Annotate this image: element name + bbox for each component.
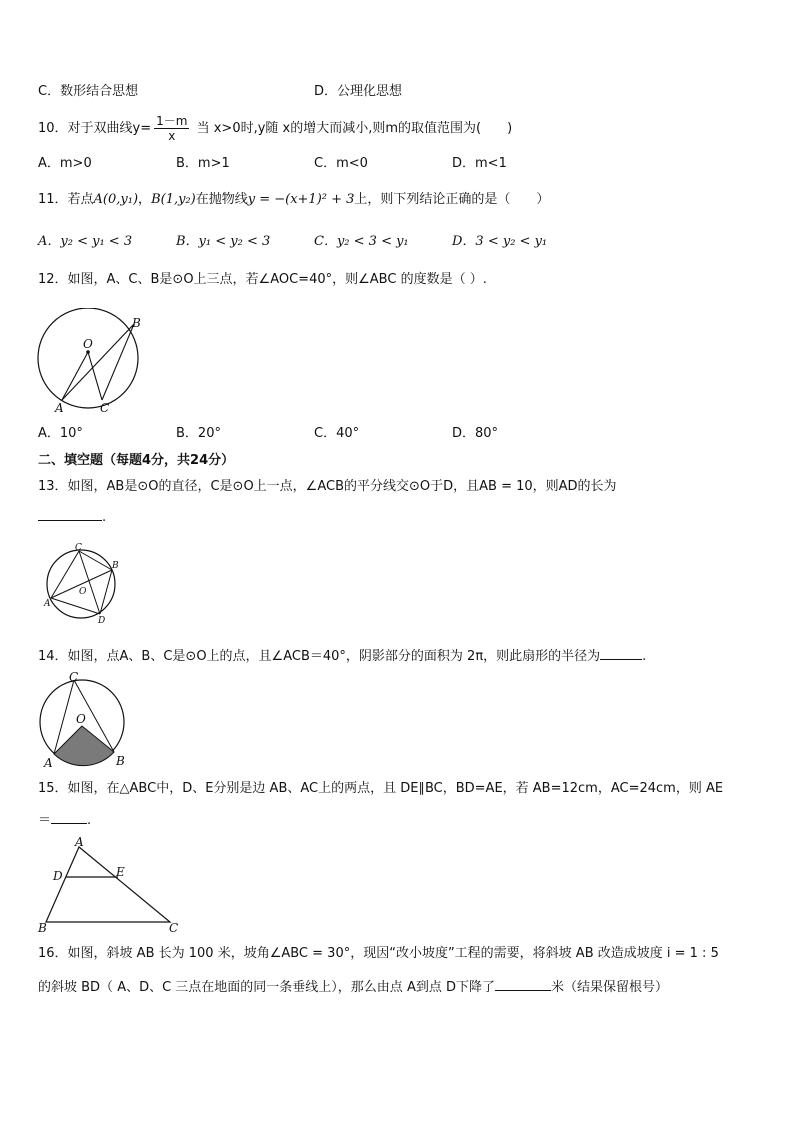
q10-option-d: D．m<1: [452, 156, 507, 171]
q15-label-b: B: [38, 921, 47, 934]
q16-line1: 16．如图，斜坡 AB 长为 100 米，坡角∠ABC = 30°，现因“改小坡度”工程的需要，将斜坡 AB 改造成坡度 i = 1 : 5: [38, 946, 719, 961]
section-title-fill-blank: 二、填空题（每题4分，共24分）: [38, 453, 235, 468]
q10-stem: [38, 112, 512, 146]
q15-end: .: [87, 813, 92, 828]
q10-option-a: A．m>0: [38, 156, 92, 171]
q12-segment-bc: [102, 324, 134, 400]
q14-label-o: O: [76, 712, 86, 726]
q13-answer-line: [38, 506, 106, 528]
q15-stem: 15．如图，在△ABC中，D、E分别是边 AB、AC上的两点，且 DE∥BC，BD=AE，若 AB=12cm，AC=24cm，则 AE: [38, 781, 724, 796]
q12-label-c: C: [100, 401, 110, 415]
q15-triangle-abc: [46, 847, 170, 922]
q11-point-b: B(1,y₂): [151, 192, 196, 207]
q15-label-c: C: [169, 921, 179, 934]
q11-option-c: C．y₂ < 3 < y₁: [314, 234, 409, 249]
q14-figure: [36, 670, 132, 772]
q9-option-c: C．数形结合思想: [38, 84, 139, 99]
q13-answer-blank[interactable]: [38, 506, 102, 521]
q14-answer-blank[interactable]: [600, 645, 642, 660]
q13-label-c: C: [75, 543, 82, 553]
q15-label-e: E: [116, 865, 125, 879]
q14-label-a: A: [44, 756, 53, 770]
q15-equals: ＝: [38, 813, 52, 828]
q14-stem: [38, 645, 646, 667]
q11-point-a: A(0,y₁): [93, 192, 139, 207]
q14-label-b: B: [116, 754, 125, 768]
q12-circle: [38, 308, 138, 408]
q10-fraction-numerator: 1－m: [156, 114, 188, 128]
q12-option-d: D．80°: [452, 426, 499, 441]
q11-option-d: D．3 < y₂ < y₁: [452, 234, 548, 249]
q13-segment-cd: [79, 551, 100, 614]
q16-line2a: 的斜坡 BD（ A、D、C 三点在地面的同一条垂线上），那么由点 A到点 D下降了: [38, 980, 495, 995]
q16-line2: [38, 976, 668, 998]
q11-mid: 在抛物线: [195, 192, 248, 207]
q12-figure: [30, 308, 148, 416]
q13-stem: 13．如图，AB是⊙O的直径，C是⊙O上一点，∠ACB的平分线交⊙O于D，且AB = 10，则AD的长为: [38, 479, 617, 494]
q11-suffix: 上，则下列结论正确的是（ ）: [354, 192, 550, 207]
q12-option-c: C．40°: [314, 426, 360, 441]
q12-label-a: A: [55, 401, 64, 415]
q11-equation: y = −(x+1)² + 3: [247, 192, 355, 207]
q10-prefix: 10．对于双曲线y=: [38, 121, 152, 136]
q12-segment-ab: [62, 324, 134, 400]
q13-figure: [38, 542, 124, 626]
q13-end: .: [102, 510, 107, 525]
q15-label-d: D: [53, 869, 63, 883]
q11-stem: [38, 190, 549, 210]
q13-label-d: D: [98, 616, 106, 626]
q11-sep: ，: [138, 192, 152, 207]
q15-label-a: A: [75, 835, 84, 849]
q14-end: .: [642, 649, 647, 664]
q11-prefix: 11．若点: [38, 192, 94, 207]
q12-label-b: B: [132, 316, 141, 330]
q10-option-c: C．m<0: [314, 156, 368, 171]
q12-option-b: B．20°: [176, 426, 221, 441]
q11-option-a: A．y₂ < y₁ < 3: [38, 234, 133, 249]
q10-fraction-denominator: x: [168, 129, 176, 143]
q13-label-o: O: [79, 587, 87, 597]
q13-label-b: B: [112, 561, 119, 571]
q13-segment-ad: [51, 598, 100, 614]
q12-option-a: A．10°: [38, 426, 83, 441]
q12-label-o: O: [83, 337, 93, 351]
q14-label-c: C: [69, 670, 79, 684]
q9-option-d: D．公理化思想: [314, 84, 403, 99]
q10-option-b: B．m>1: [176, 156, 230, 171]
q15-answer-blank[interactable]: [51, 809, 87, 824]
q11-option-b: B．y₁ < y₂ < 3: [176, 234, 271, 249]
q10-suffix: 当 x>0时,y随 x的增大而减小,则m的取值范围为( ): [192, 121, 513, 136]
q16-line2b: 米（结果保留根号）: [550, 980, 668, 995]
q16-answer-blank[interactable]: [495, 976, 551, 991]
q14-text: 14．如图，点A、B、C是⊙O上的点，且∠ACB＝40°，阴影部分的面积为 2π，则此扇形的半径为: [38, 649, 601, 664]
q13-label-a: A: [44, 599, 51, 609]
q14-shaded-sector: [54, 726, 114, 766]
q15-figure: [34, 834, 184, 934]
q15-answer-line: [38, 809, 91, 831]
q13-segment-ac: [51, 551, 79, 598]
q10-fraction: [154, 114, 189, 143]
q12-stem: 12．如图，A、C、B是⊙O上三点，若∠AOC=40°，则∠ABC 的度数是（ ）.: [38, 272, 487, 287]
